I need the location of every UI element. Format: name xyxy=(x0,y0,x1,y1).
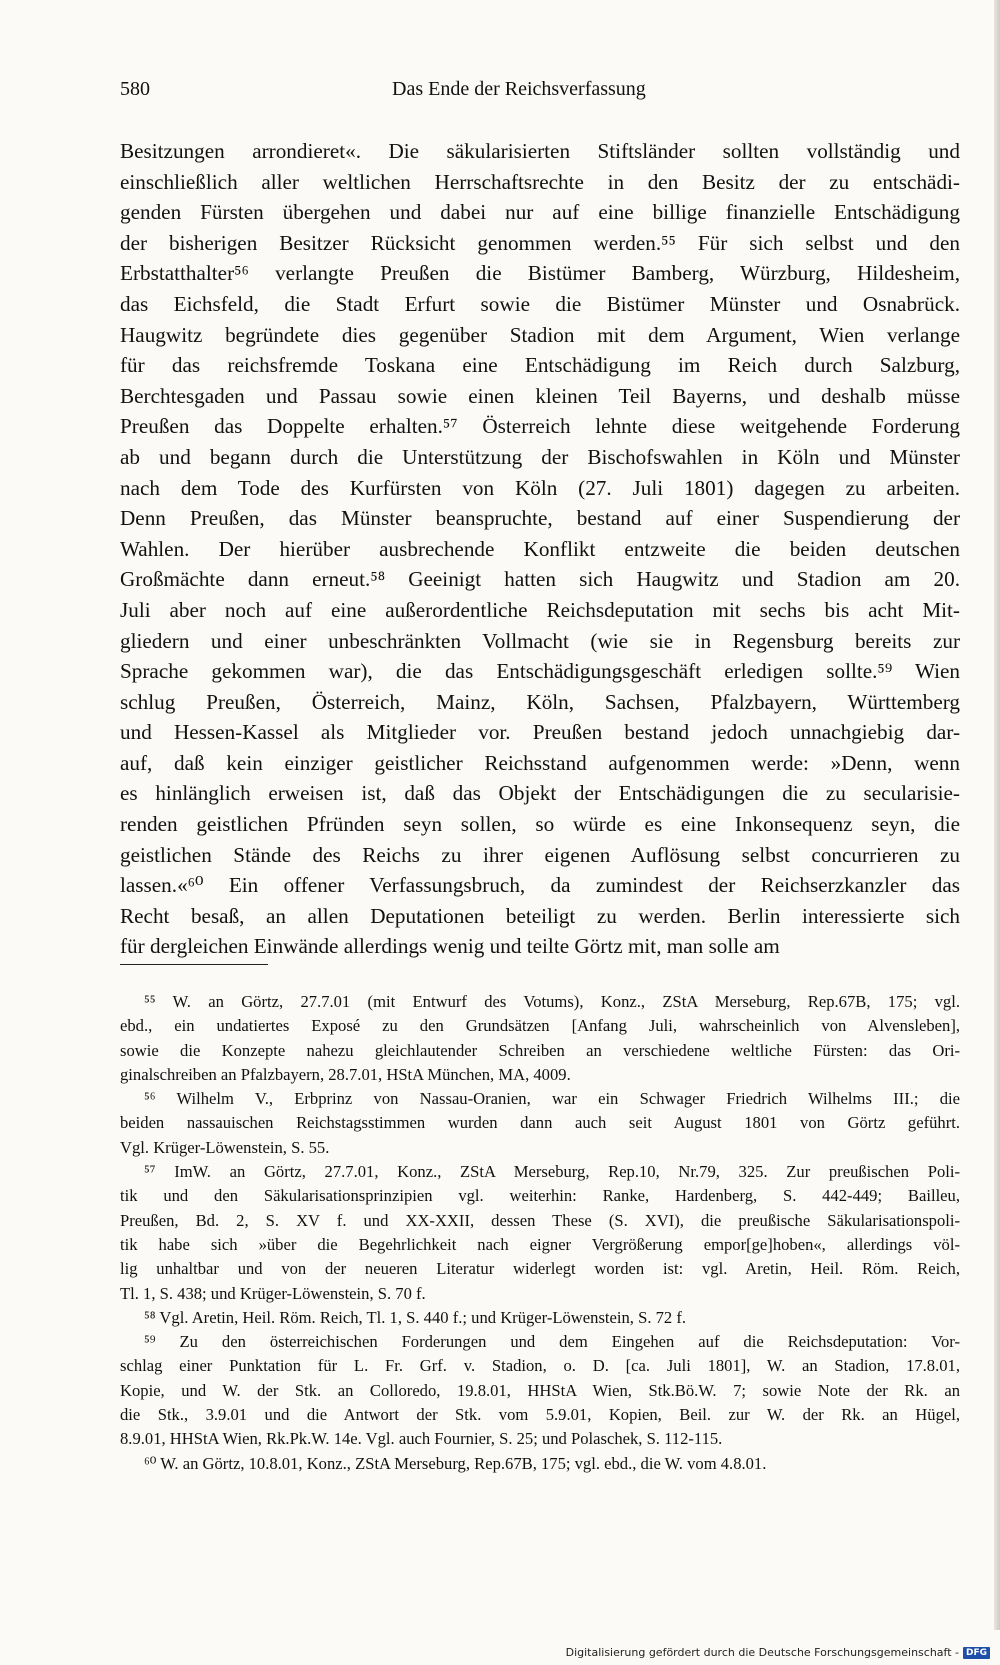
text-line: schlug Preußen, Österreich, Mainz, Köln, Sachsen, Pfalzbayern, Württemberg xyxy=(120,689,960,714)
text-line: Erbstatthalter⁵⁶ verlangte Preußen die Bistümer Bamberg, Würzburg, Hildesheim, xyxy=(120,261,960,286)
footnote-line: tik habe sich »über die Begehrlichkeit nach eigner Vergrößerung empor[ge]hoben«, allerdings völ- xyxy=(120,1234,960,1254)
footnote-line: Preußen, Bd. 2, S. XV f. und XX-XXII, dessen These (S. XVI), die preußische Säkularisationspoli- xyxy=(120,1210,960,1230)
text-line: der bisherigen Besitzer Rücksicht genommen werden.⁵⁵ Für sich selbst und den xyxy=(120,230,960,255)
text-line: Sprache gekommen war), die das Entschädigungsgeschäft erledigen sollte.⁵⁹ Wien xyxy=(120,659,960,684)
footnote-divider xyxy=(120,964,268,965)
footnote-line: Kopie, und W. der Stk. an Colloredo, 19.8.01, HHStA Wien, Stk.Bö.W. 7; sowie Note der Rk. an xyxy=(120,1380,960,1400)
footnote-line: Tl. 1, S. 438; und Krüger-Löwenstein, S. 70 f. xyxy=(120,1283,426,1303)
footnote-line: tik und den Säkularisationsprinzipien vgl. weiterhin: Ranke, Hardenberg, S. 442-449; Bailleu, xyxy=(120,1186,960,1206)
footnote-line: ⁵⁷ ImW. an Görtz, 27.7.01, Konz., ZStA Merseburg, Rep.10, Nr.79, 325. Zur preußischen Poli- xyxy=(144,1162,960,1182)
footnote-line: schlag einer Punktation für L. Fr. Grf. v. Stadion, o. D. [ca. Juli 1801], W. an Stadion, 17.8.01, xyxy=(120,1356,960,1376)
text-line: Recht besaß, an allen Deputationen beteiligt zu werden. Berlin interessierte sich xyxy=(120,903,960,928)
footnote-line: ginalschreiben an Pfalzbayern, 28.7.01, HStA München, MA, 4009. xyxy=(120,1064,571,1084)
page-header xyxy=(120,78,960,114)
text-line: ab und begann durch die Unterstützung der Bischofswahlen in Köln und Münster xyxy=(120,444,960,469)
digitization-credit xyxy=(566,1646,990,1659)
text-line: Denn Preußen, das Münster beanspruchte, bestand auf einer Suspendierung der xyxy=(120,506,960,531)
text-line: nach dem Tode des Kurfürsten von Köln (27. Juli 1801) dagegen zu arbeiten. xyxy=(120,475,960,500)
text-line: lassen.«⁶⁰ Ein offener Verfassungsbruch, da zumindest der Reichserzkanzler das xyxy=(120,873,960,898)
text-line: auf, daß kein einziger geistlicher Reichsstand aufgenommen werde: »Denn, wenn xyxy=(120,750,960,775)
text-line: genden Fürsten übergehen und dabei nur auf eine billige finanzielle Entschädigung xyxy=(120,200,960,225)
text-line: Großmächte dann erneut.⁵⁸ Geeinigt hatten sich Haugwitz und Stadion am 20. xyxy=(120,567,960,592)
credit-text: Digitalisierung gefördert durch die Deutsche Forschungsgemeinschaft - xyxy=(565,1646,959,1659)
text-line: für dergleichen Einwände allerdings wenig und teilte Görtz mit, man solle am xyxy=(120,934,780,959)
footnotes xyxy=(120,990,960,1476)
text-line: das Eichsfeld, die Stadt Erfurt sowie die Bistümer Münster und Osnabrück. xyxy=(120,291,960,316)
text-line: Berchtesgaden und Passau sowie einen kleinen Teil Bayerns, und deshalb müsse xyxy=(120,383,960,408)
footnote-line: 8.9.01, HHStA Wien, Rk.Pk.W. 14e. Vgl. auch Fournier, S. 25; und Polaschek, S. 112-115. xyxy=(120,1429,723,1449)
scan-edge-shadow xyxy=(994,0,1000,1630)
text-line: renden geistlichen Pfründen seyn sollen, so würde es eine Inkonsequenz seyn, die xyxy=(120,812,960,837)
text-line: Preußen das Doppelte erhalten.⁵⁷ Österreich lehnte diese weitgehende Forderung xyxy=(120,414,960,439)
main-text xyxy=(120,136,960,962)
running-title: Das Ende der Reichsverfassung xyxy=(392,78,646,100)
dfg-logo: DFG xyxy=(963,1647,990,1659)
footnote-line: lig unhaltbar und von der neueren Literatur widerlegt worden ist: vgl. Aretin, Heil. Röm. Reich, xyxy=(120,1259,960,1279)
footnote-line: die Stk., 3.9.01 und die Antwort der Stk. vom 5.9.01, Kopien, Beil. zur W. der Rk. an Hügel, xyxy=(120,1405,960,1425)
footnote-line: ⁶⁰ W. an Görtz, 10.8.01, Konz., ZStA Merseburg, Rep.67B, 175; vgl. ebd., die W. vom 4.8.01. xyxy=(144,1453,767,1473)
text-line: einschließlich aller weltlichen Herrschaftsrechte in den Besitz der zu entschädi- xyxy=(120,169,960,194)
text-line: geistlichen Stände des Reichs zu ihrer eigenen Auflösung selbst concurrieren zu xyxy=(120,842,960,867)
footnote-line: ebd., ein undatiertes Exposé zu den Grundsätzen [Anfang Juli, wahrscheinlich von Alvensleben], xyxy=(120,1016,960,1036)
footnote-line: ⁵⁸ Vgl. Aretin, Heil. Röm. Reich, Tl. 1, S. 440 f.; und Krüger-Löwenstein, S. 72 f. xyxy=(144,1307,687,1327)
footnote-line: beiden nassauischen Reichstagsstimmen wurden dann auch seit August 1801 von Görtz geführt. xyxy=(120,1113,960,1133)
text-line: Haugwitz begründete dies gegenüber Stadion mit dem Argument, Wien verlange xyxy=(120,322,960,347)
text-line: und Hessen-Kassel als Mitglieder vor. Preußen bestand jedoch unnachgiebig dar- xyxy=(120,720,960,745)
text-line: für das reichsfremde Toskana eine Entschädigung im Reich durch Salzburg, xyxy=(120,353,960,378)
text-line: Besitzungen arrondieret«. Die säkularisierten Stiftsländer sollten vollständig und xyxy=(120,139,960,163)
text-line: es hinlänglich erweisen ist, daß das Objekt der Entschädigungen die zu secularisie- xyxy=(120,781,960,806)
footnote-line: Vgl. Krüger-Löwenstein, S. 55. xyxy=(120,1137,330,1157)
text-line: Juli aber noch auf eine außerordentliche Reichsdeputation mit sechs bis acht Mit- xyxy=(120,597,960,622)
footnote-line: ⁵⁶ Wilhelm V., Erbprinz von Nassau-Oranien, war ein Schwager Friedrich Wilhelms III.; die xyxy=(144,1089,960,1109)
text-line: Wahlen. Der hierüber ausbrechende Konflikt entzweite die beiden deutschen xyxy=(120,536,960,561)
footnote-line: ⁵⁵ W. an Görtz, 27.7.01 (mit Entwurf des Votums), Konz., ZStA Merseburg, Rep.67B, 175; vgl. xyxy=(144,992,960,1011)
footnote-line: sowie die Konzepte nahezu gleichlautender Schreiben an verschiedene weltliche Fürsten: das Ori- xyxy=(120,1040,960,1060)
text-line: gliedern und einer unbeschränkten Vollmacht (wie sie in Regensburg bereits zur xyxy=(120,628,960,653)
page-number: 580 xyxy=(120,78,150,100)
footnote-line: ⁵⁹ Zu den österreichischen Forderungen und dem Eingehen auf die Reichsdeputation: Vor- xyxy=(144,1332,960,1352)
